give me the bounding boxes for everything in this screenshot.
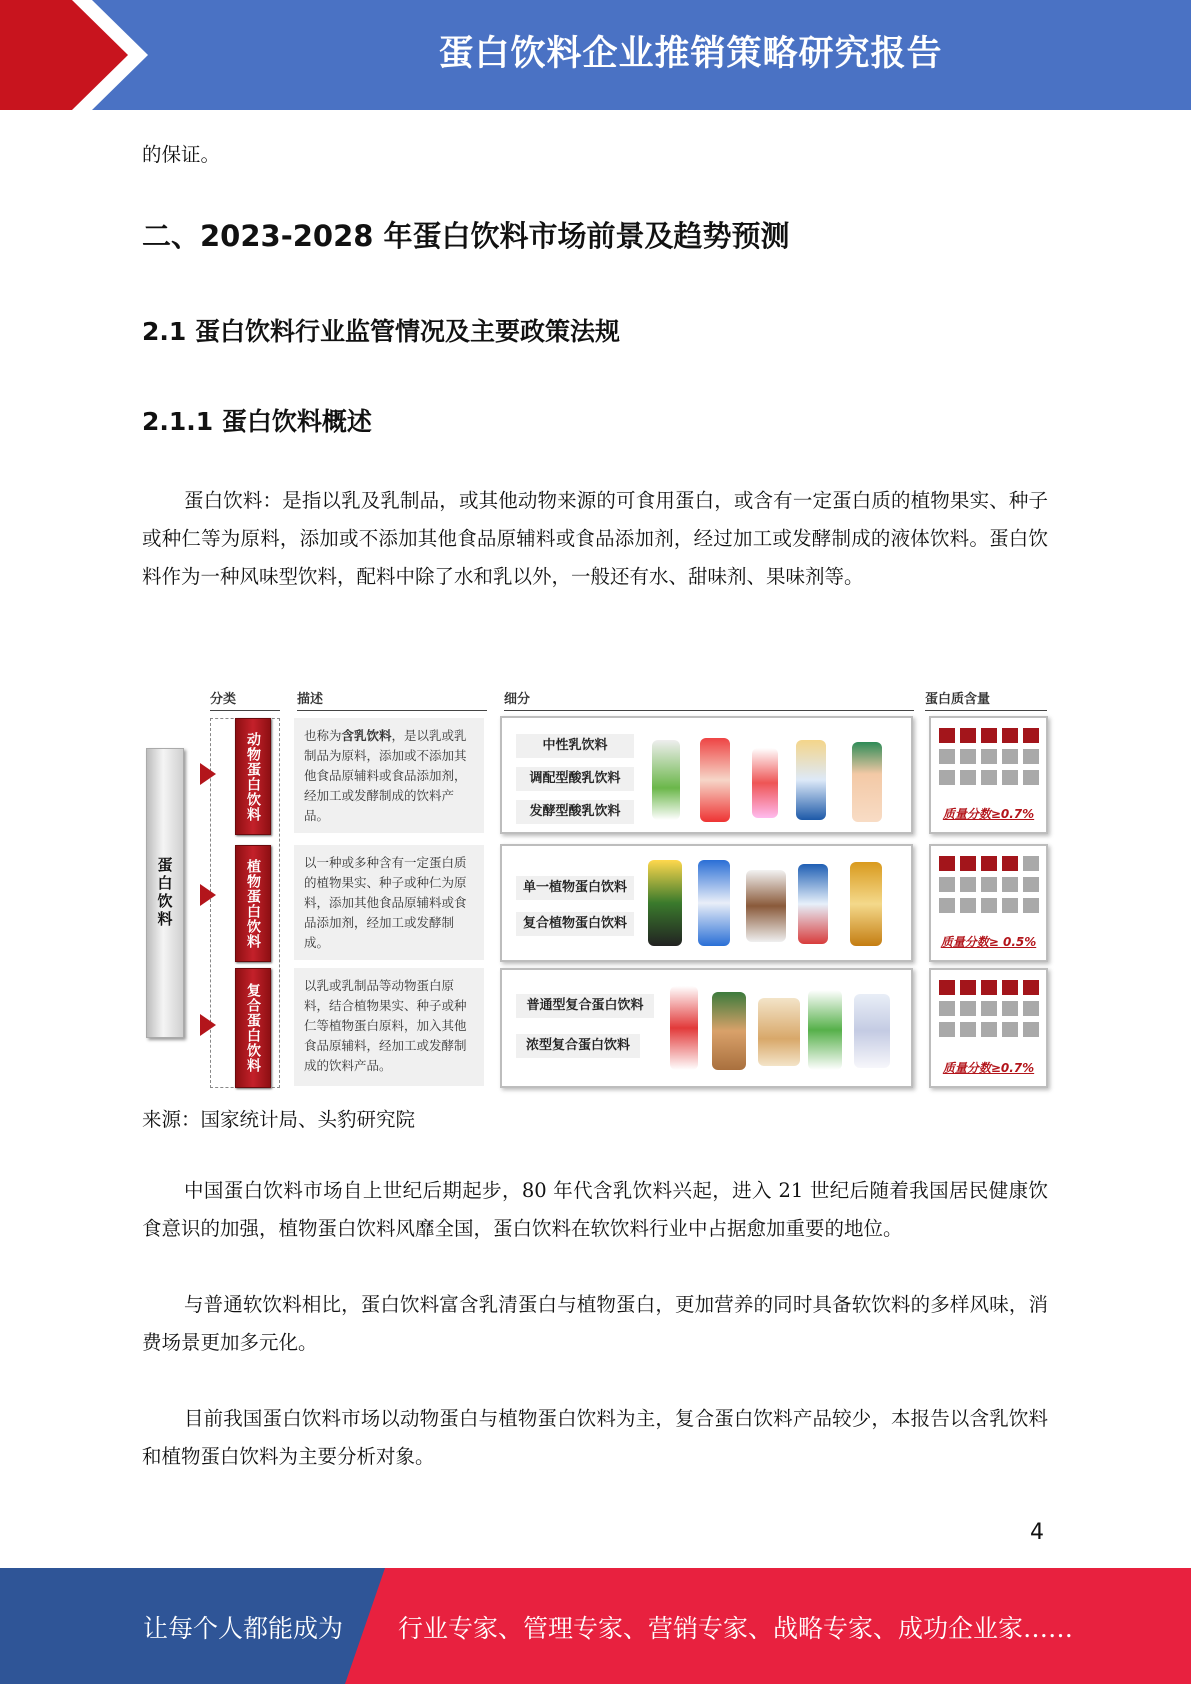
protein-threshold-label: 质量分数≥ 0.5% [940,935,1037,949]
protein-threshold-label: 质量分数≥0.7% [942,807,1035,821]
footer-slogan-right: 行业专家、管理专家、营销专家、战略专家、成功企业家…… [398,1614,1074,1643]
category-animal [235,718,271,835]
protein-level-grid [939,728,1039,785]
header-red-chevron [0,0,160,110]
product-bottle-image [670,986,698,1070]
product-can-image [798,864,828,944]
col-header-protein: 蛋白质含量 [925,688,1047,711]
category-label: 复合蛋白饮料 [245,983,261,1073]
segments-plant [500,844,913,962]
page-footer [0,1568,1191,1684]
definition-paragraph: 蛋白饮料：是指以乳及乳制品，或其他动物来源的可食用蛋白，或含有一定蛋白质的植物果实、种子或种仁等为原料，添加或不添加其他食品原辅料或食品添加剂，经过加工或发酵制成的液体饮料。蛋白饮料作为一种风味型饮料，配料中除了水和乳以外，一般还有水、甜味剂、果味剂等。 [142,489,1048,588]
desc-rest: ，是以乳或乳制品为原料，添加或不添加其他食品原辅料或食品添加剂，经加工或发酵制成的饮料产品。 [304,728,467,823]
page-header [0,0,1191,110]
desc-rest: 以乳或乳制品等动物蛋白原料，结合植物果实、种子或种仁等植物蛋白原料，加入其他食品原辅料，经加工或发酵制成的饮料产品。 [304,978,467,1073]
category-plant [235,845,271,962]
intro-tail-text: 的保证。 [142,143,221,166]
arrow-right-icon [200,884,216,906]
segment-label: 单一植物蛋白饮料 [516,876,634,900]
product-bottle-image [700,738,730,822]
product-bottle-image [752,748,778,818]
desc-rest: 以一种或多种含有一定蛋白质的植物果实、种子或种仁为原料，添加其他食品原辅料或食品添加剂，经加工或发酵制成。 [304,855,467,950]
category-label: 动物蛋白饮料 [245,731,261,822]
product-tin-image [854,994,890,1068]
description-compound [294,968,484,1086]
protein-animal [929,716,1048,834]
arrow-right-icon [200,1014,216,1036]
compare-paragraph: 与普通软饮料相比，蛋白饮料富含乳清蛋白与植物蛋白，更加营养的同时具备软饮料的多样风味，消费场景更加多元化。 [142,1293,1048,1354]
segments-compound [500,968,913,1088]
history-paragraph: 中国蛋白饮料市场自上世纪后期起步，80 年代含乳饮料兴起，进入 21 世纪后随着我国居民健康饮食意识的加强，植物蛋白饮料风靡全国，蛋白饮料在软饮料行业中占据愈加重要的地位。 [142,1179,1048,1240]
root-category-label: 蛋白饮料 [155,857,174,929]
figure-source: 来源：国家统计局、头豹研究院 [142,1108,416,1131]
protein-threshold-label: 质量分数≥0.7% [942,1061,1035,1075]
product-bottle-image [852,742,882,822]
product-carton-image [712,992,746,1070]
page-number: 4 [1030,1520,1044,1545]
category-compound [235,968,271,1088]
segment-label: 调配型酸乳饮料 [516,767,634,791]
segment-label: 中性乳饮料 [516,734,634,758]
subsection-heading: 2.1 蛋白饮料行业监管情况及主要政策法规 [142,317,620,346]
product-can-image [698,860,730,946]
desc-bold: 含乳饮料 [341,728,392,743]
product-can-image [648,860,682,946]
segment-label: 普通型复合蛋白饮料 [516,994,654,1018]
protein-level-grid [939,856,1039,913]
segments-animal [500,716,913,834]
col-header-category: 分类 [210,688,280,711]
subsubsection-heading: 2.1.1 蛋白饮料概述 [142,407,372,436]
segment-label: 发酵型酸乳饮料 [516,800,634,824]
section-heading: 二、2023-2028 年蛋白饮料市场前景及趋势预测 [142,219,790,253]
col-header-description: 描述 [297,688,487,711]
product-box-image [758,998,800,1066]
report-title: 蛋白饮料企业推销策略研究报告 [438,34,943,74]
col-header-segment: 细分 [504,688,914,711]
protein-drink-classification-figure [142,688,1050,1088]
root-category-bar [146,748,184,1038]
product-bottle-image [652,740,680,820]
category-label: 植物蛋白饮料 [245,858,261,949]
segment-label: 复合植物蛋白饮料 [516,912,634,936]
product-carton-image [746,870,786,942]
protein-level-grid [939,980,1039,1037]
product-bottle-image [796,740,826,820]
footer-slogan-left: 让每个人都能成为 [143,1614,344,1643]
protein-compound [929,968,1048,1088]
protein-plant [929,844,1048,962]
arrow-right-icon [200,763,216,785]
desc-prefix: 也称为 [304,728,342,743]
description-animal [294,718,484,833]
scope-paragraph: 目前我国蛋白饮料市场以动物蛋白与植物蛋白饮料为主，复合蛋白饮料产品较少，本报告以含乳饮料和植物蛋白饮料为主要分析对象。 [142,1407,1048,1468]
product-carton-image [808,990,842,1070]
description-plant [294,845,484,960]
segment-label: 浓型复合蛋白饮料 [516,1034,640,1058]
product-can-image [850,862,882,946]
